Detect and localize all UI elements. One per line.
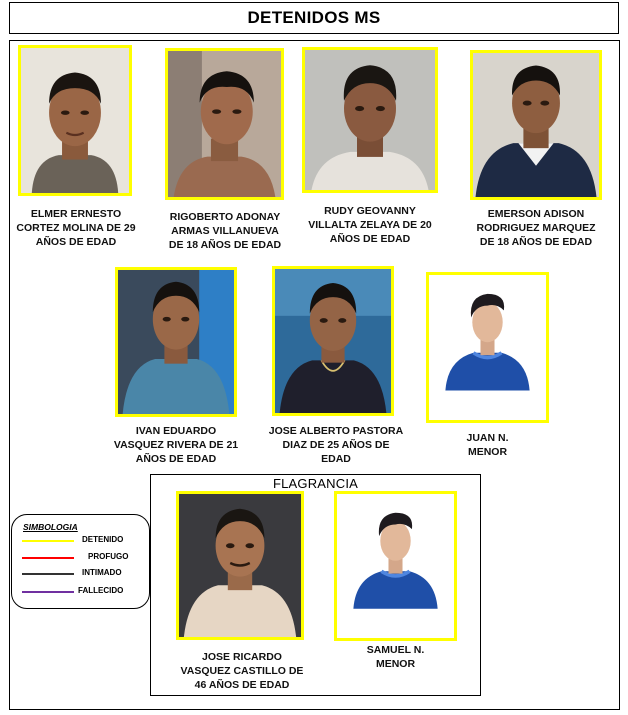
legend-item-detenido	[20, 535, 148, 547]
detainee-caption-7	[426, 431, 549, 459]
page-title-text: DETENIDOS MS	[247, 8, 381, 27]
legend-title: SIMBOLOGIA	[23, 522, 78, 532]
legend-label: INTIMADO	[82, 568, 122, 577]
legend-label: FALLECIDO	[78, 586, 124, 595]
detainee-photo-4	[470, 50, 602, 200]
caption-line: RIGOBERTO ADONAY	[169, 211, 281, 223]
legend-swatch	[22, 591, 74, 593]
caption-line: EMERSON ADISON	[487, 208, 585, 220]
detainee-photo-6	[272, 266, 394, 416]
flagrancia-title: FLAGRANCIA	[272, 476, 359, 491]
caption-line: EDAD	[321, 453, 351, 465]
legend-swatch	[22, 573, 74, 575]
caption-line: VILLALTA ZELAYA DE 20	[308, 219, 432, 231]
caption-line: MENOR	[467, 446, 508, 458]
detainee-caption-6	[256, 424, 416, 466]
caption-line: DIAZ DE 25 AÑOS DE	[282, 439, 390, 451]
legend-item-profugo	[20, 552, 148, 564]
caption-line: DE 18 AÑOS DE EDAD	[479, 236, 593, 248]
legend-label: PROFUGO	[88, 552, 129, 561]
legend-swatch	[22, 540, 74, 542]
caption-line: JOSE RICARDO	[202, 651, 282, 663]
caption-line: AÑOS DE EDAD	[329, 233, 411, 245]
caption-line: JOSE ALBERTO PASTORA	[268, 425, 404, 437]
detainee-caption-5	[102, 424, 250, 466]
caption-line: IVAN EDUARDO	[135, 425, 217, 437]
caption-line: DE 18 AÑOS DE EDAD	[168, 239, 282, 251]
flagrancia-photo-1	[176, 491, 304, 640]
detainee-photo-1	[18, 45, 132, 196]
flagrancia-photo-2	[334, 491, 457, 641]
detainee-photo-5	[115, 267, 237, 417]
caption-line: CORTEZ MOLINA DE 29	[16, 222, 136, 234]
flagrancia-caption-2	[334, 643, 457, 671]
caption-line: ARMAS VILLANUEVA	[171, 225, 279, 237]
caption-line: VASQUEZ RIVERA DE 21	[113, 439, 239, 451]
caption-line: JUAN N.	[466, 432, 509, 444]
caption-line: SAMUEL N.	[366, 644, 425, 656]
legend-item-fallecido	[20, 586, 148, 598]
page-title	[9, 2, 619, 34]
detainee-caption-4	[461, 207, 611, 249]
detainee-caption-2	[155, 210, 295, 252]
detainee-photo-7	[426, 272, 549, 423]
detainee-photo-2	[165, 48, 284, 200]
detainee-photo-3	[302, 47, 438, 193]
legend-box	[11, 514, 150, 609]
flagrancia-caption-1	[168, 650, 316, 692]
caption-line: ELMER ERNESTO	[30, 208, 122, 220]
caption-line: AÑOS DE EDAD	[35, 236, 117, 248]
caption-line: MENOR	[375, 658, 416, 670]
legend-swatch	[22, 557, 74, 559]
caption-line: AÑOS DE EDAD	[135, 453, 217, 465]
detainee-caption-1	[10, 207, 142, 249]
caption-line: RUDY GEOVANNY	[324, 205, 416, 217]
legend-item-intimado	[20, 568, 148, 580]
caption-line: VASQUEZ CASTILLO DE	[180, 665, 304, 677]
caption-line: 46 AÑOS DE EDAD	[194, 679, 290, 691]
detainee-caption-3	[298, 204, 442, 246]
legend-label: DETENIDO	[82, 535, 124, 544]
caption-line: RODRIGUEZ MARQUEZ	[476, 222, 596, 234]
